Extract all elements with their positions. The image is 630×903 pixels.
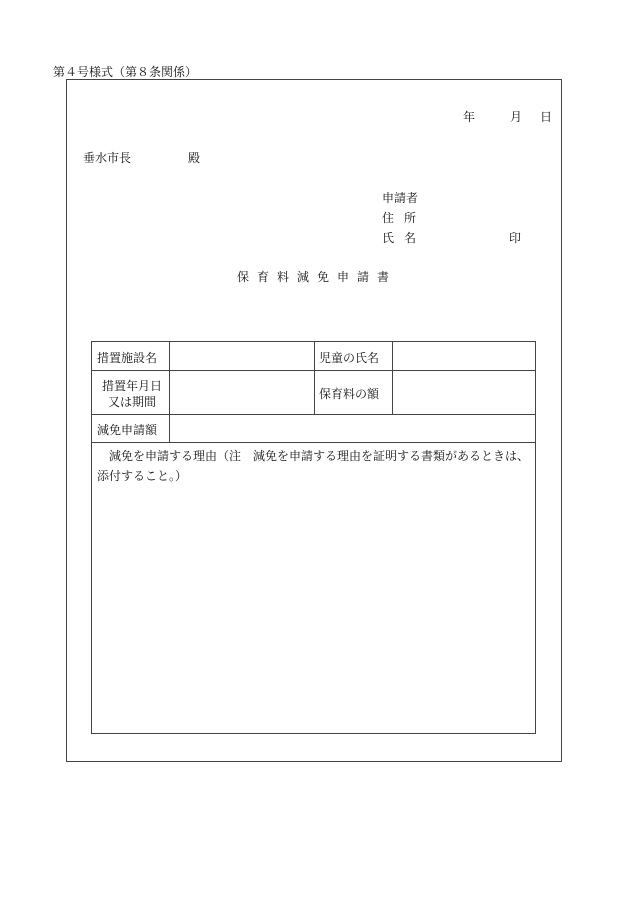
row-divider [92,442,535,443]
form-number: 第４号様式（第８条関係） [53,65,198,79]
period-field[interactable] [170,371,314,414]
date-line [463,108,552,125]
name-label: 氏名 [382,231,427,245]
form-title: 保育料減免申請書 [237,270,398,284]
reason-field[interactable] [92,482,536,733]
period-label-line1: 措置年月日 [102,379,163,393]
reduction-amount-field[interactable] [170,415,536,442]
child-name-label: 児童の氏名 [319,351,380,365]
facility-label: 措置施設名 [97,351,158,365]
fee-field[interactable] [393,371,536,414]
fee-label: 保育料の額 [319,387,380,401]
date-day-label: 日 [540,110,553,124]
seal-label: 印 [509,231,522,245]
date-month-label: 月 [510,110,523,124]
date-year-label: 年 [463,110,476,124]
child-name-field[interactable] [393,342,536,370]
application-table [91,341,536,734]
reduction-amount-label: 減免申請額 [97,423,158,437]
addressee-honorific: 殿 [188,151,201,165]
column-divider [314,342,315,414]
address-label: 住所 [382,211,427,225]
applicant-label: 申請者 [382,191,419,205]
addressee-name: 垂水市長 [83,151,132,165]
addressee [83,149,201,166]
facility-field[interactable] [170,342,314,370]
period-label-line2: 又は期間 [108,395,157,409]
reason-instruction: 減免を申請する理由（注 減免を申請する理由を証明する書類があるときは、添付すること。） [97,449,530,483]
